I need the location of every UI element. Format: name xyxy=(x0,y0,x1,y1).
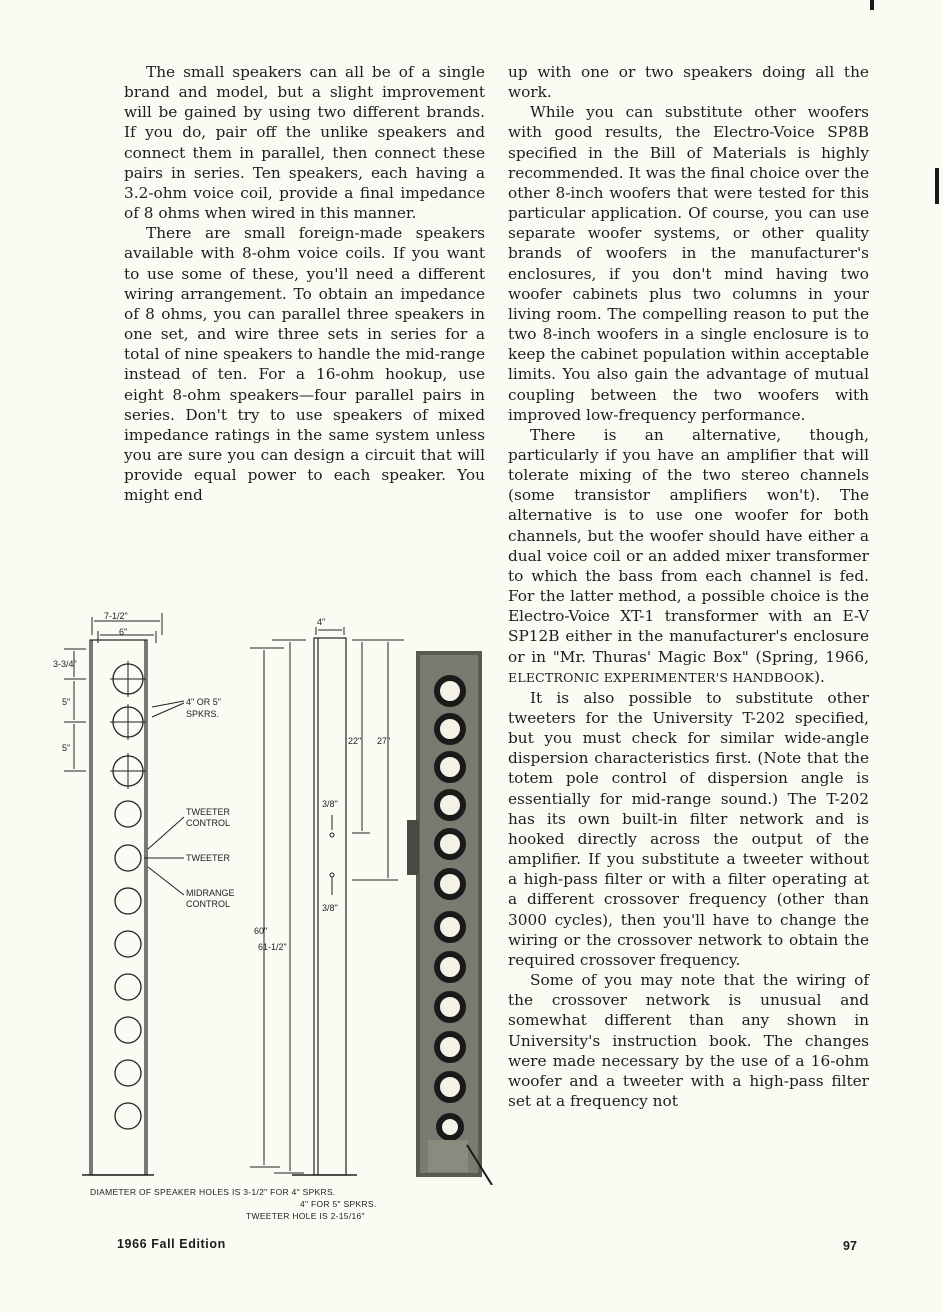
front-panel-outline xyxy=(90,640,147,1175)
speaker-hole xyxy=(115,888,141,914)
label-tweeter-control: TWEETER xyxy=(186,807,230,817)
page-number: 97 xyxy=(843,1239,857,1253)
dim-inner-height: 61-1/2" xyxy=(258,942,287,952)
speaker-hole xyxy=(115,1060,141,1086)
paragraph: Some of you may note that the wiring of the crossover network is unusual and somewhat different than any shown in University's instruction book. The changes were made necessary by the use of a 16-ohm woofer and a tweeter with a high-pass filter set at a frequency not xyxy=(508,971,869,1110)
dim-27: 27" xyxy=(377,736,391,746)
paragraph: The small speakers can all be of a single brand and model, but a slight improvement will be gained by using two different brands. If you do, pair off the unlike speakers and connect them in parallel, then connect these pairs in series. Ten speakers, each having a 3.2-ohm voice coil, provide a final impedance of 8 ohms when wired in this manner. xyxy=(124,63,485,223)
speaker-hole xyxy=(115,1103,141,1129)
left-column xyxy=(124,62,485,505)
dim-width-outer: 7-1/2" xyxy=(104,611,128,621)
dim-22: 22" xyxy=(348,736,362,746)
print-mark xyxy=(935,168,939,204)
dim-top: 3-3/4" xyxy=(53,659,77,669)
paragraph-text: There is an alternative, though, particularly if you have an amplifier that will tolerate mixing of the two stereo channels (some transistor amplifiers won't). The alternative is to use one woofer for both channels, but the woofer should have either a dual voice coil or an added mixer transformer to which the bass from each channel is fed. For the latter method, a possible choice is the Electro-Voice XT-1 transformer with an E-V SP12B either in the manufacturer's enclosure or in "Mr. Thuras' Magic Box" (Spring, 1966, xyxy=(508,425,869,666)
label-midrange-control: CONTROL xyxy=(186,899,231,909)
paragraph: It is also possible to substitute other tweeters for the University T-202 specified, but you must check for similar wide-angle dispersion characteristics first. (Note that the totem pole control of dispersion angle is essentially for mid-range sound.) The T-202 has its own built-in filter network and is hooked directly across the output of the amplifier. If you substitute a tweeter without a high-pass filter or with a filter operating at a different crossover frequency (other than 3000 cycles), then you'll have to change the wiring or the crossover network to obtain the required crossover frequency. xyxy=(508,688,869,969)
print-mark xyxy=(870,0,874,10)
dim-total-height: 60" xyxy=(254,926,268,936)
speaker-hole xyxy=(115,801,141,827)
dim-hole: 3/8" xyxy=(322,799,338,809)
paragraph-end: ). xyxy=(814,667,825,686)
paragraph: up with one or two speakers doing all the work. xyxy=(508,63,869,102)
figure-caption: DIAMETER OF SPEAKER HOLES IS 3-1/2" FOR 4" SPKRS. xyxy=(90,1187,336,1197)
label-tweeter-control: CONTROL xyxy=(186,818,231,828)
label-speakers: SPKRS. xyxy=(186,709,220,719)
paragraph xyxy=(508,425,869,688)
figure-caption: TWEETER HOLE IS 2-15/16" xyxy=(246,1211,365,1221)
right-column xyxy=(508,62,869,1111)
label-speakers: 4" OR 5" xyxy=(186,697,221,707)
speaker-hole xyxy=(115,1017,141,1043)
paragraph: There are small foreign-made speakers available with 8-ohm voice coils. If you want to use some of these, you'll need a different wiring arrangement. To obtain an impedance of 8 ohms, you can parallel three speakers in one set, and wire three sets in series for a total of nine speakers to handle the mid-range instead of ten. For a 16-ohm hookup, use eight 8-ohm speakers—four parallel pairs in series. Don't try to use speakers of mixed impedance ratings in the same system unless you are sure you can design a circuit that will provide equal power to each speaker. You might end xyxy=(124,224,485,505)
handbook-title: ELECTRONIC EXPERIMENTER'S HANDBOOK xyxy=(508,669,815,685)
cabinet-photo xyxy=(407,651,492,1185)
dim-side-depth: 4" xyxy=(317,617,326,627)
dim-width-inner: 6" xyxy=(119,627,128,637)
speaker-hole xyxy=(115,974,141,1000)
dim-spacing: 5" xyxy=(62,697,71,707)
speaker-column-figure xyxy=(52,605,504,1221)
cabinet-diagram xyxy=(52,605,504,1185)
edition-footer: 1966 Fall Edition xyxy=(117,1237,226,1251)
paragraph: While you can substitute other woofers with good results, the Electro-Voice SP8B specified in the Bill of Materials is highly recommended. It was the final choice over the other 8-inch woofers that were tested for this particular application. Of course, you can use separate woofer systems, or other quality brands of woofers in the manufacturer's enclosures, if you don't mind having two woofer cabinets plus two columns in your living room. The compelling reason to put the two 8-inch woofers in a single enclosure is to keep the cabinet population within acceptable limits. You also gain the advantage of mutual coupling between the two woofers with improved low-frequency performance. xyxy=(508,103,869,424)
figure-caption: 4" FOR 5" SPKRS. xyxy=(300,1199,377,1209)
dim-hole: 3/8" xyxy=(322,903,338,913)
tweeter-hole xyxy=(115,845,141,871)
dim-spacing: 5" xyxy=(62,743,71,753)
speaker-hole xyxy=(115,931,141,957)
label-tweeter: TWEETER xyxy=(186,853,230,863)
label-midrange-control: MIDRANGE xyxy=(186,888,235,898)
